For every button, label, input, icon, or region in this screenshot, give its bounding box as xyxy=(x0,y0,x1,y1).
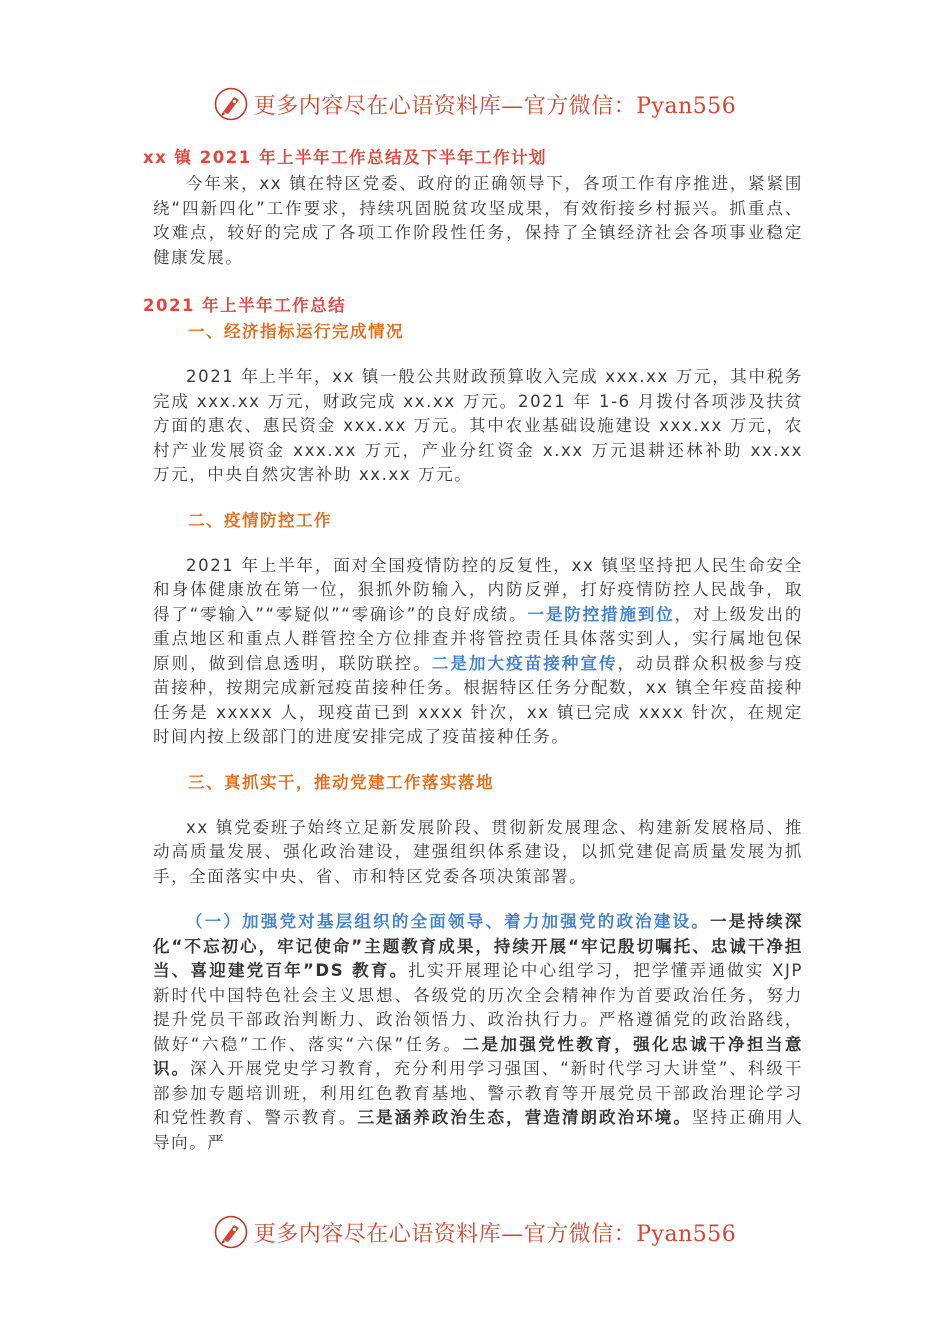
section-title: 2021 年上半年工作总结 xyxy=(143,296,347,315)
party-building-paragraph: xx 镇党委班子始终立足新发展阶段、贯彻新发展理念、构建新发展格局、推动高质量发展、强化政治建设，建强组织体系建设，以抓党建促高质量发展为抓手，全面落实中央、省、市和特区党委各项决策部署。 xyxy=(153,817,803,886)
heading-economic-indicators: 一、经济指标运行完成情况 xyxy=(188,322,404,341)
document-title: xx 镇 2021 年上半年工作总结及下半年工作计划 xyxy=(143,148,547,167)
economic-indicators-paragraph: 2021 年上半年，xx 镇一般公共财政预算收入完成 xxx.xx 万元，其中税务完成 xxx.xx 万元，财政完成 xx.xx 万元。2021 年 1-6 月拨付各项涉及扶贫方面的惠农、惠民资金 xxx.xx 万元。其中农业基础设施建设 xxx.xx 万元，农村产业发展资金 xxx.xx 万元，产业分红资金 x.xx 万元退耕还林补助 xx.xx 万元，中央自然灾害补助 xx.xx 万元。 xyxy=(153,367,803,484)
pen-nib-logo-icon xyxy=(214,1215,248,1249)
pen-nib-logo-icon xyxy=(214,87,248,121)
intro-paragraph: 今年来，xx 镇在特区党委、政府的正确领导下，各项工作有序推进，紧紧围绕“四新四化”工作要求，持续巩固脱贫攻坚成果，有效衔接乡村振兴。抓重点、攻难点，较好的完成了各项工作阶段性任务，保持了全镇经济社会各项事业稳定健康发展。 xyxy=(153,174,803,267)
epidemic-control-paragraph: 2021 年上半年，面对全国疫情防控的反复性，xx 镇坚坚持把人民生命安全和身体健康放在第一位，狠抓外防输入，内防反弹，打好疫情防控人民战争，取得了“零输入”“零疑似”“零确诊”的良好成绩。一是防控措施到位，对上级发出的重点地区和重点人群管控全方位排查并将管控责任具体落实到人，实行属地包保原则，做到信息透明，联防联控。二是加大疫苗接种宣传，动员群众积极参与疫苗接种，按期完成新冠疫苗接种任务。根据特区任务分配数，xx 镇全年疫苗接种任务是 xxxxx 人，现疫苗已到 xxxx 针次，xx 镇已完成 xxxx 针次，在规定时间内按上级部门的进度安排完成了疫苗接种任务。 xyxy=(153,555,804,746)
banner-text: 更多内容尽在心语资料库—官方微信：Pyan556 xyxy=(253,1221,737,1247)
subheading-party-leadership: （一）加强党对基层组织的全面领导、着力加强党的政治建设。 xyxy=(186,912,711,931)
header-watermark-banner xyxy=(0,84,950,124)
highlight-vaccination-promotion: 二是加大疫苗接种宣传 xyxy=(431,653,618,673)
heading-epidemic-control: 二、疫情防控工作 xyxy=(188,510,332,530)
party-leadership-paragraph: （一）加强党对基层组织的全面领导、着力加强党的政治建设。一是持续深化“不忘初心，牢记使命”主题教育成果，持续开展“牢记殷切嘱托、忠诚干净担当、喜迎建党百年”DS 教育。扎实开展理论中心组学习，把学懂弄通做实 XJP 新时代中国特色社会主义思想、各级党的历次全会精神作为首要政治任务，努力提升党员干部政治判断力、政治领悟力、政治执行力。严格遵循党的政治路线，做好“六稳”工作、落实“六保”任务。二是加强党性教育，强化忠诚干净担当意识。深入开展党史学习教育，充分利用学习强国、“新时代学习大讲堂”、科级干部参加专题培训班，利用红色教育基地、警示教育等开展党员干部政治理论学习和党性教育、警示教育。三是涵养政治生态，营造清朗政治环境。坚持正确用人导向。严 xyxy=(153,912,804,1152)
heading-party-building: 三、真抓实干，推动党建工作落实落地 xyxy=(188,772,494,792)
highlight-prevention-measures: 一是防控措施到位 xyxy=(527,604,675,624)
footer-watermark-banner xyxy=(0,1212,950,1252)
banner-text: 更多内容尽在心语资料库—官方微信：Pyan556 xyxy=(253,93,737,119)
document-body xyxy=(143,146,804,1155)
